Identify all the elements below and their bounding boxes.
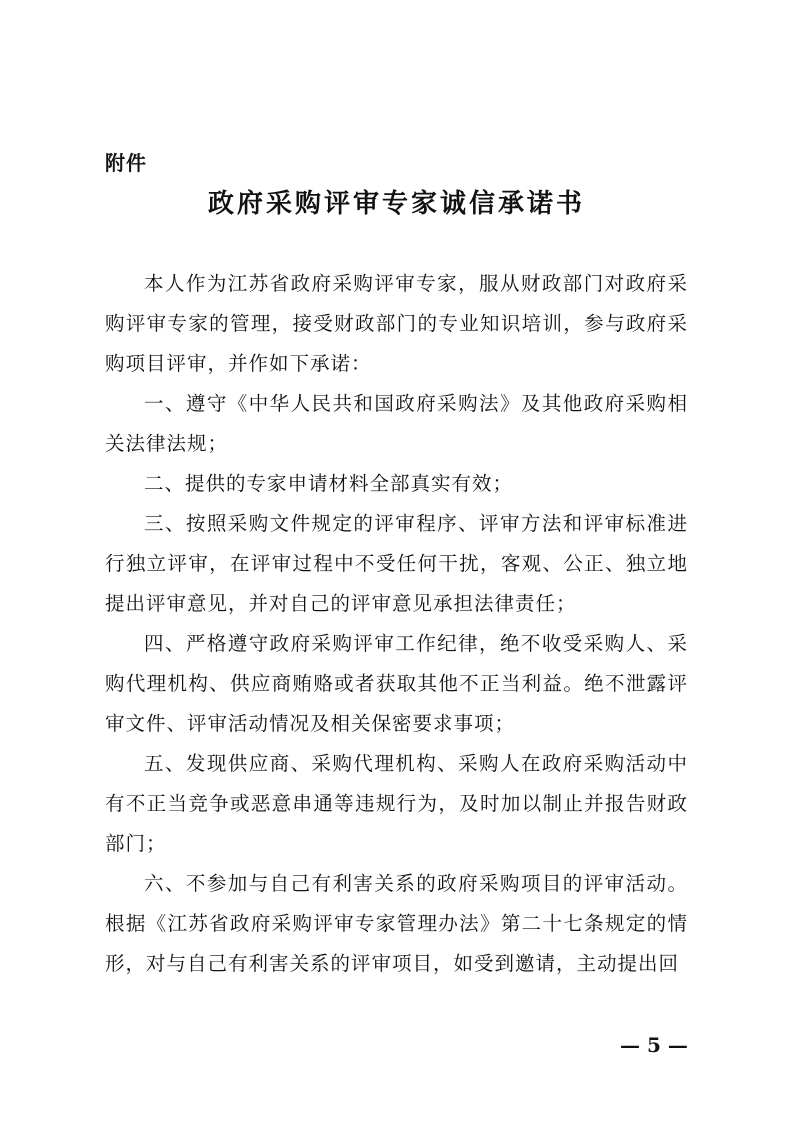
- paragraph-intro: 本人作为江苏省政府采购评审专家，服从财政部门对政府采购评审专家的管理，接受财政部门的专业知识培训，参与政府采购项目评审，并作如下承诺：: [105, 272, 688, 375]
- attachment-label: 附件: [105, 151, 147, 175]
- paragraph-commitment-6: 六、不参加与自己有利害关系的政府采购项目的评审活动。根据《江苏省政府采购评审专家管理办法》第二十七条规定的情形，对与自己有利害关系的评审项目，如受到邀请，主动提出回: [105, 872, 688, 975]
- page-number: — 5 —: [620, 1033, 688, 1057]
- paragraph-commitment-5: 五、发现供应商、采购代理机构、采购人在政府采购活动中有不正当竞争或恶意串通等违规行为，及时加以制止并报告财政部门；: [105, 752, 688, 855]
- document-body: [105, 264, 688, 984]
- paragraph-commitment-1: 一、遵守《中华人民共和国政府采购法》及其他政府采购相关法律法规；: [105, 392, 688, 455]
- paragraph-commitment-3: 三、按照采购文件规定的评审程序、评审方法和评审标准进行独立评审，在评审过程中不受任何干扰，客观、公正、独立地提出评审意见，并对自己的评审意见承担法律责任；: [105, 512, 688, 615]
- document-title: 政府采购评审专家诚信承诺书: [207, 189, 585, 219]
- paragraph-commitment-4: 四、严格遵守政府采购评审工作纪律，绝不收受采购人、采购代理机构、供应商贿赂或者获取其他不正当利益。绝不泄露评审文件、评审活动情况及相关保密要求事项；: [105, 632, 688, 735]
- paragraph-commitment-2: 二、提供的专家申请材料全部真实有效；: [144, 472, 514, 495]
